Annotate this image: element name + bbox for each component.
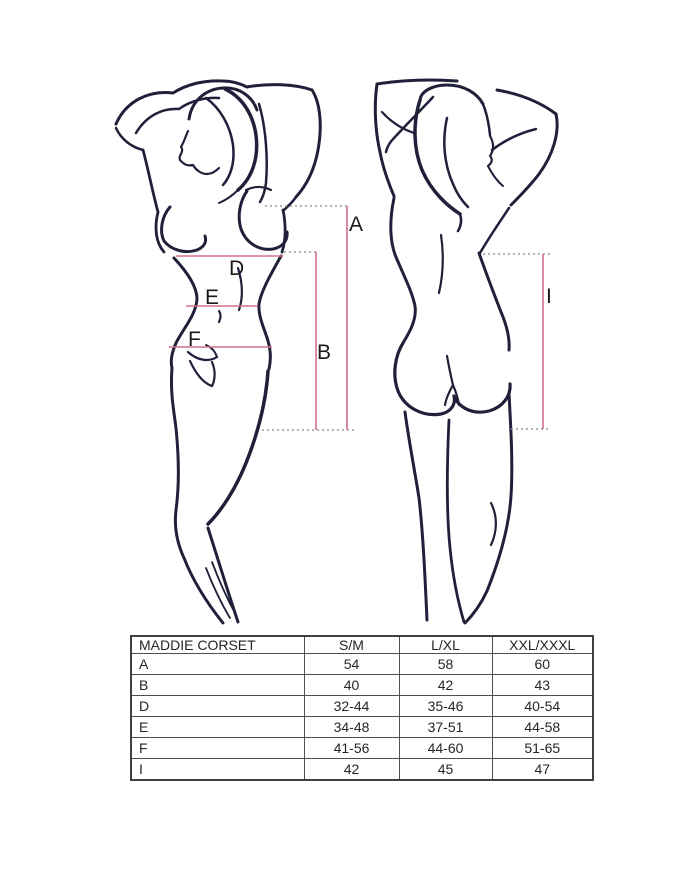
size-header-lxl: L/XL [399,636,492,654]
measure-label-d: D [229,257,245,280]
value-cell: 40-54 [492,695,593,716]
row-label: I [131,758,304,780]
table-row [131,674,593,695]
value-cell: 35-46 [399,695,492,716]
value-cell: 58 [399,654,492,675]
value-cell: 41-56 [304,737,399,758]
size-table [130,635,594,781]
value-cell: 40 [304,674,399,695]
value-cell: 45 [399,758,492,780]
value-cell: 47 [492,758,593,780]
value-cell: 42 [399,674,492,695]
value-cell: 44-60 [399,737,492,758]
value-cell: 54 [304,654,399,675]
size-header-sm: S/M [304,636,399,654]
table-row [131,716,593,737]
row-label: B [131,674,304,695]
measure-label-b: B [317,341,332,364]
front-figure [116,81,320,623]
row-label: D [131,695,304,716]
measure-label-e: E [205,286,220,309]
table-row [131,758,593,780]
value-cell: 34-48 [304,716,399,737]
size-table-header-row [131,636,593,654]
row-label: F [131,737,304,758]
measure-label-i: I [546,285,552,308]
back-figure [375,80,557,623]
value-cell: 60 [492,654,593,675]
measure-label-a: A [349,213,364,236]
table-row [131,654,593,675]
value-cell: 43 [492,674,593,695]
value-cell: 42 [304,758,399,780]
row-label: E [131,716,304,737]
row-label: A [131,654,304,675]
table-row [131,737,593,758]
table-row [131,695,593,716]
value-cell: 32-44 [304,695,399,716]
size-header-xxl: XXL/XXXL [492,636,593,654]
product-name-cell: MADDIE CORSET [131,636,304,654]
value-cell: 37-51 [399,716,492,737]
value-cell: 51-65 [492,737,593,758]
value-cell: 44-58 [492,716,593,737]
measure-label-f: F [188,328,201,351]
